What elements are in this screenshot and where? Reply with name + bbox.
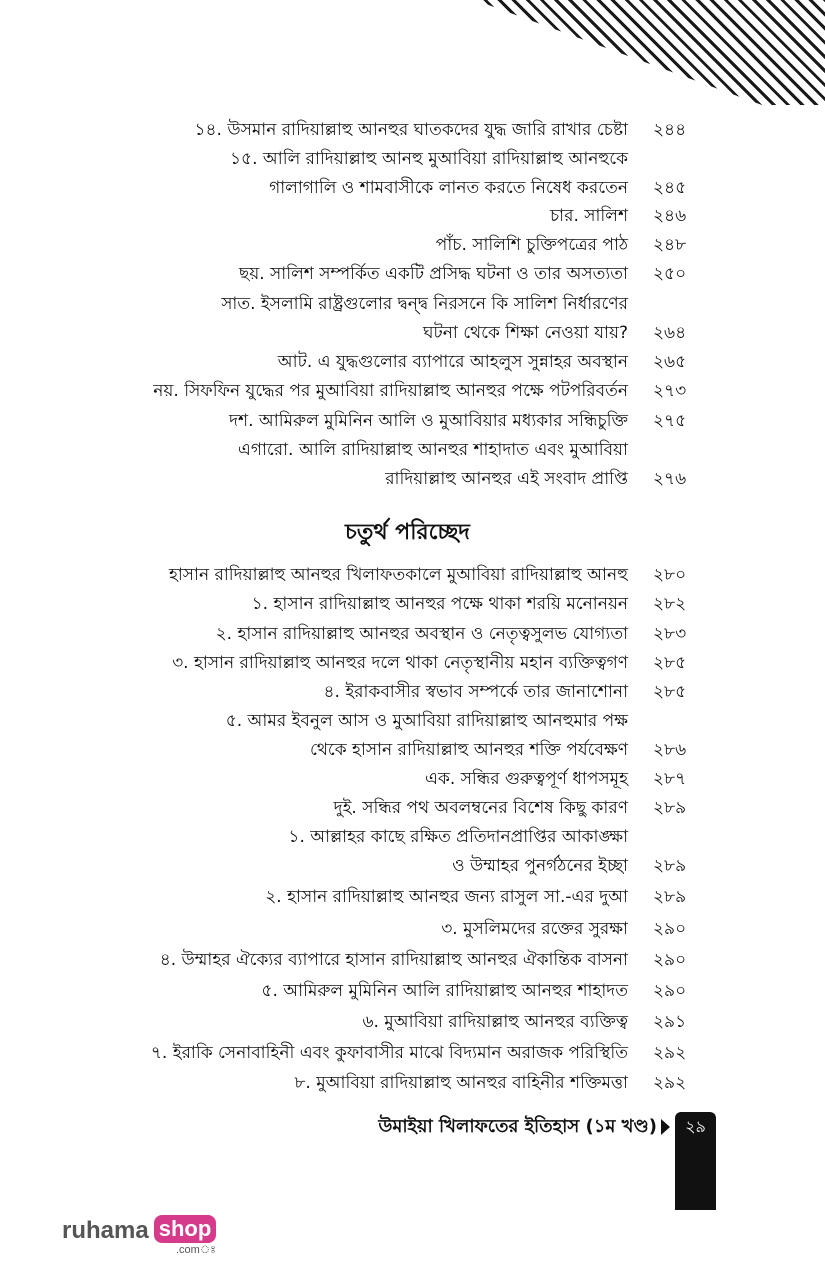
toc-entry-text: ১. হাসান রাদিয়াল্লাহু আনহুর পক্ষে থাকা শরয়ি মনোনয়ন: [251, 594, 628, 614]
toc-page-number: ২৮৭: [653, 769, 687, 789]
toc-entry-text: ৩. হাসান রাদিয়াল্লাহু আনহুর দলে থাকা নেতৃস্থানীয় মহান ব্যক্তিত্বগণ: [172, 653, 628, 673]
toc-entry-text: আট. এ যুদ্ধগুলোর ব্যাপারে আহলুস সুন্নাহর অবস্থান: [277, 352, 628, 372]
toc-entry-text: ১. আল্লাহর কাছে রক্ষিত প্রতিদানপ্রাপ্তির আকাঙ্ক্ষা: [288, 827, 628, 847]
toc-entry-text: চার. সালিশ: [549, 206, 628, 226]
toc-page-number: ২৭৬: [653, 469, 687, 489]
toc-entry-text: নয়. সিফফিন যুদ্ধের পর মুআবিয়া রাদিয়াল্লাহু আনহুর পক্ষে পটপরিবর্তন: [153, 381, 628, 401]
toc-entry-text: দুই. সন্ধির পথ অবলম্বনের বিশেষ কিছু কারণ: [333, 798, 628, 818]
toc-page-number: ২৮৯: [653, 856, 687, 876]
toc-entry-text: ৪. ইরাকবাসীর স্বভাব সম্পর্কে তার জানাশোনা: [323, 682, 628, 702]
page-number-tab: [675, 1112, 716, 1210]
toc-page-number: ২৬৫: [653, 352, 687, 372]
toc-entry-text: ১৫. আলি রাদিয়াল্লাহু আনহু মুআবিয়া রাদিয়াল্লাহু আনহুকে: [230, 149, 628, 169]
toc-entry-text: ২. হাসান রাদিয়াল্লাহু আনহুর জন্য রাসুল সা.-এর দুআ: [265, 887, 628, 907]
toc-page-number: ২৮৩: [653, 624, 687, 644]
toc-entry-text: ঘটনা থেকে শিক্ষা নেওয়া যায়?: [423, 323, 628, 343]
toc-entry-text: থেকে হাসান রাদিয়াল্লাহু আনহুর শক্তি পর্যবেক্ষণ: [309, 740, 628, 760]
toc-entry-text: রাদিয়াল্লাহু আনহুর এই সংবাদ প্রাপ্তি: [385, 469, 628, 489]
toc-entry-text: ৪. উম্মাহর ঐক্যের ব্যাপারে হাসান রাদিয়াল্লাহু আনহুর ঐকান্তিক বাসনা: [159, 950, 628, 970]
toc-page-number: ২৯২: [653, 1073, 687, 1093]
toc-entry-text: হাসান রাদিয়াল্লাহু আনহুর খিলাফতকালে মুআবিয়া রাদিয়াল্লাহু আনহু: [168, 565, 628, 585]
toc-page-number: ২৪৫: [653, 178, 687, 198]
toc-page-number: ২৮৫: [653, 682, 687, 702]
toc-page-number: ২৮৯: [653, 798, 687, 818]
toc-page-number: ২৯০: [653, 950, 687, 970]
toc-page-number: ২৮০: [653, 565, 687, 585]
toc-entry-text: ৮. মুআবিয়া রাদিয়াল্লাহু আনহুর বাহিনীর শক্তিমত্তা: [294, 1073, 628, 1093]
toc-page-number: ২৪৮: [653, 235, 687, 255]
toc-entry-text: ১৪. উসমান রাদিয়াল্লাহু আনহুর ঘাতকদের যুদ্ধ জারি রাখার চেষ্টা: [194, 120, 628, 140]
toc-entry-text: ও উম্মাহর পুনর্গঠনের ইচ্ছা: [452, 856, 628, 876]
logo-shop-badge: [154, 1215, 216, 1243]
footer-book-title: উমাইয়া খিলাফতের ইতিহাস (১ম খণ্ড): [378, 1116, 657, 1137]
toc-entry-text: ছয়. সালিশ সম্পর্কিত একটি প্রসিদ্ধ ঘটনা ও তার অসত্যতা: [238, 264, 628, 284]
toc-page-number: ২৯০: [653, 981, 687, 1001]
toc-page-number: ২৮৯: [653, 887, 687, 907]
arrow-right-icon: [661, 1119, 670, 1135]
toc-entry-text: দশ. আমিরুল মুমিনিন আলি ও মুআবিয়ার মধ্যকার সন্ধিচুক্তি: [229, 411, 628, 431]
logo-text-shop: shop: [158, 1216, 212, 1241]
toc-page-number: ২৬৪: [653, 323, 687, 343]
toc-entry-text: ৫. আমিরুল মুমিনিন আলি রাদিয়াল্লাহু আনহুর শাহাদত: [261, 981, 628, 1001]
toc-page-number: ২৪৬: [653, 206, 687, 226]
toc-page-number: ২৪৪: [653, 120, 687, 140]
toc-page-number: ২৮৬: [653, 740, 687, 760]
logo-text-com: .comঃ: [176, 1244, 217, 1256]
toc-entry-text: ৬. মুআবিয়া রাদিয়াল্লাহু আনহুর ব্যক্তিত্ব: [362, 1012, 628, 1032]
toc-entry-text: সাত. ইসলামি রাষ্ট্রগুলোর দ্বন্দ্ব নিরসনে কি সালিশ নির্ধারণের: [221, 294, 628, 314]
toc-entry-text: ৭. ইরাকি সেনাবাহিনী এবং কুফাবাসীর মাঝে বিদ্যমান অরাজক পরিস্থিতি: [150, 1043, 628, 1063]
toc-page-number: ২৭৫: [653, 411, 687, 431]
toc-entry-text: ২. হাসান রাদিয়াল্লাহু আনহুর অবস্থান ও নেতৃত্বসুলভ যোগ্যতা: [215, 624, 628, 644]
chapter-heading: চতুর্থ পরিচ্ছেদ: [345, 520, 470, 545]
toc-page-number: ২৯২: [653, 1043, 687, 1063]
toc-entry-text: ৫. আমর ইবনুল আস ও মুআবিয়া রাদিয়াল্লাহু আনহুমার পক্ষ: [225, 711, 628, 731]
toc-page-number: ২৯০: [653, 919, 687, 939]
toc-page-number: ২৫০: [653, 264, 687, 284]
toc-page-number: ২৮৫: [653, 653, 687, 673]
page-number: ২৯: [685, 1117, 706, 1136]
toc-page-number: ২৭৩: [653, 381, 687, 401]
logo-text-ruhama: ruhama: [62, 1217, 149, 1244]
toc-entry-text: ৩. মুসলিমদের রক্তের সুরক্ষা: [441, 919, 628, 939]
toc-page-number: ২৯১: [653, 1012, 687, 1032]
toc-entry-text: গালাগালি ও শামবাসীকে লানত করতে নিষেধ করতেন: [269, 178, 628, 198]
toc-page-number: ২৮২: [653, 594, 687, 614]
ruhamashop-logo: [62, 1212, 232, 1262]
toc-entry-text: এক. সন্ধির গুরুত্বপূর্ণ ধাপসমূহ: [425, 769, 628, 789]
toc-entry-text: এগারো. আলি রাদিয়াল্লাহু আনহুর শাহাদাত এবং মুআবিয়া: [237, 440, 628, 460]
toc-entry-text: পাঁচ. সালিশি চুক্তিপত্রের পাঠ: [435, 235, 628, 255]
